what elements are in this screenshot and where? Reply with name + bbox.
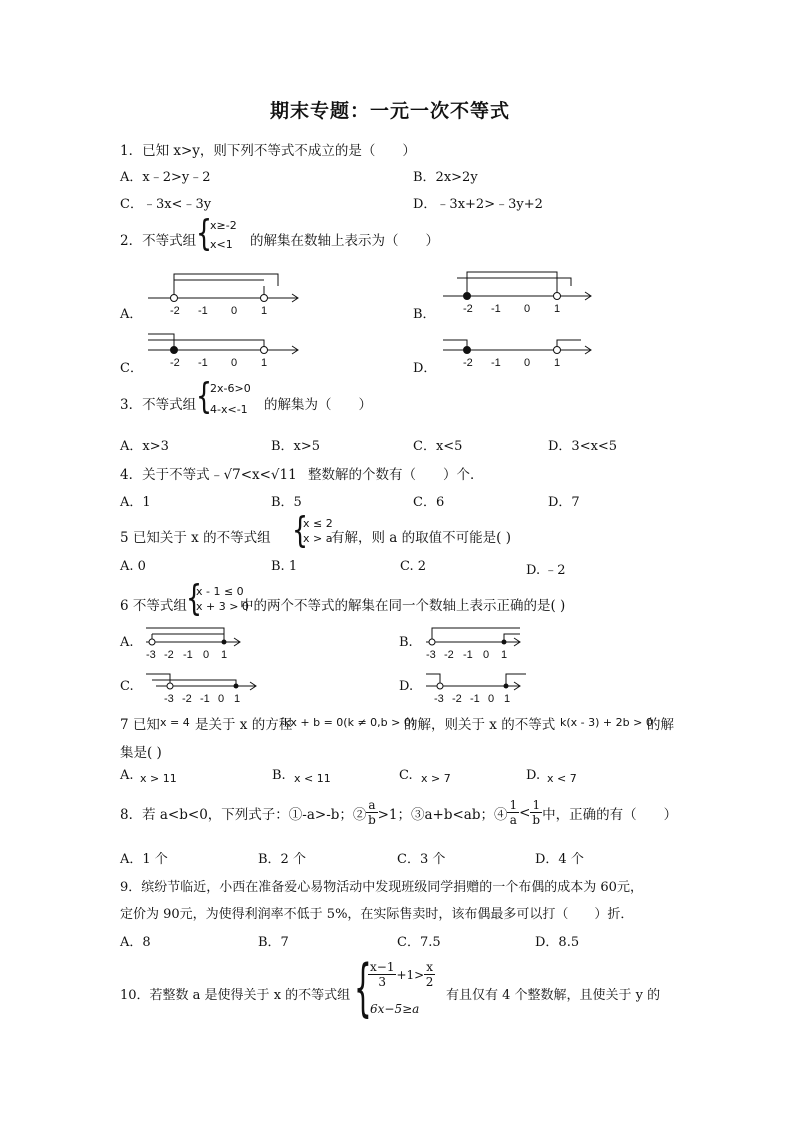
tick-label: 1 [261,305,268,317]
tick-label: 1 [234,693,241,705]
q10-frac2-num: x [426,960,433,974]
tick-label: -2 [444,649,454,661]
q10-frac1-num: x−1 [370,960,395,974]
q2-numberline-a [140,268,310,318]
q8-frac2-num: 1 [509,798,518,812]
q9-option-b: B．7 [258,935,289,950]
q2-brace: { [196,213,213,254]
q6-numberline-b [422,622,532,662]
tick-label: -1 [463,649,473,661]
tick-label: 0 [231,357,238,369]
q7-line1-a: 7 已知 [120,717,160,733]
tick-label: 0 [231,305,238,317]
tick-label: -1 [470,693,480,705]
q4-option-c: C．6 [413,495,445,510]
tick-label: 0 [524,303,531,315]
q1-option-b: B．2x>2y [413,170,478,185]
tick-label: -2 [452,693,462,705]
q2-system-line-2: x<1 [210,238,233,251]
q10-frac2-den: 2 [425,975,434,989]
tick-label: -3 [434,693,444,705]
q6-label-d: D. [399,679,414,694]
tick-label: -2 [170,357,180,369]
q2-numberline-d [435,328,605,368]
q4-option-d: D．7 [548,495,580,510]
q10-frac1 [368,960,396,989]
tick-label: 0 [483,649,490,661]
q6-label-c: C. [120,679,134,694]
q7-equation-2: kx + b = 0(k ≠ 0,b > 0) [284,716,416,729]
q3-brace: { [196,376,213,417]
q10-system-line-2: 6x−5≥a [370,1002,420,1016]
q6-brace: { [186,578,203,619]
q3-system-line-1: 2x-6>0 [210,382,251,395]
q8-fraction-1-over-a [507,798,519,827]
q7-equation-1: x = 4 [160,716,190,729]
q9-line2: 定价为 90元，为使得利润率不低于 5%，在实际售卖时，该布偶最多可以打（ ）折． [120,907,634,922]
q6-label-a: A. [120,635,134,650]
q8-frac2-den: a [509,813,517,827]
q5-option-c: C. 2 [400,559,427,574]
q8-suffix: 中，正确的有（ ） [542,806,678,823]
tick-label: -1 [183,649,193,661]
q2-label-c: C． [120,361,143,376]
tick-label: 1 [504,693,511,705]
q9-option-d: D．8.5 [535,935,580,950]
tick-label: -2 [164,649,174,661]
q9-line1: 9．缤纷节临近，小西在准备爱心易物活动中发现班级同学捐赠的一个布偶的成本为 60元， [120,880,643,895]
tick-label: 0 [218,693,225,705]
q3-option-c: C．x<5 [413,439,463,454]
q3-prefix: 3．不等式组 [120,397,197,413]
q7-line1-c: 的解，则关于 x 的不等式 [404,717,556,733]
q4-option-b: B．5 [271,495,302,510]
q3-suffix: 的解集为（ ） [264,397,372,413]
q6-suffix: 中的两个不等式的解集在同一个数轴上表示正确的是( ) [240,598,566,614]
tick-label: -2 [170,305,180,317]
tick-label: 1 [554,303,561,315]
page-title: 期末专题：一元一次不等式 [270,100,511,122]
q7-option-c: x > 7 [421,772,451,785]
tick-label: -3 [164,693,174,705]
tick-label: 1 [261,357,268,369]
q7-option-a-label: A. [120,768,134,783]
q4-suffix: 整数解的个数有（ ）个． [308,467,484,483]
tick-label: -2 [463,303,473,315]
q7-equation-3: k(x - 3) + 2b > 0 [560,716,653,729]
q5-option-a: A. 0 [120,559,146,574]
q8-fraction-1-over-b [530,798,542,827]
q2-numberline-b [435,266,605,316]
q5-system-line-1: x ≤ 2 [303,517,333,530]
q8-option-b: B．2 个 [258,852,306,867]
q8-fraction-a-over-b [366,798,377,827]
q2-system-line-1: x≥-2 [210,219,237,232]
tick-label: 1 [554,357,561,369]
q1-stem: 1．已知 x>y，则下列不等式不成立的是（ ） [120,143,416,159]
q10-prefix: 10．若整数 a 是使得关于 x 的不等式组 [120,988,351,1003]
q8-option-a: A．1 个 [120,852,168,867]
q8-stem [120,798,677,827]
q8-option-c: C．3 个 [397,852,446,867]
q3-option-a: A．x>3 [120,439,169,454]
tick-label: -2 [463,357,473,369]
tick-label: -2 [182,693,192,705]
q2-label-a: A． [120,307,143,322]
tick-label: 0 [488,693,495,705]
q2-suffix: 的解集在数轴上表示为（ ） [250,233,439,249]
q7-option-d: x < 7 [547,772,577,785]
q8-prefix: 8．若 a<b<0，下列式子：①-a>-b；② [120,806,367,823]
tick-label: 1 [501,649,508,661]
q6-numberline-a [142,622,252,662]
tick-label: -3 [426,649,436,661]
q7-line1-d: 的解 [647,717,674,733]
tick-label: -1 [198,357,208,369]
tick-label: 0 [203,649,210,661]
q2-label-b: B． [413,307,436,322]
q5-brace: { [292,510,309,551]
q6-system-line-1: x - 1 ≤ 0 [196,585,244,598]
q2-label-d: D． [413,361,437,376]
q6-numberline-d [422,666,532,706]
q9-option-a: A．8 [120,935,151,950]
tick-label: 1 [221,649,228,661]
q10-frac1-den: 3 [378,975,387,989]
q7-line2: 集是( ) [120,745,162,761]
q5-suffix: 有解，则 a 的取值不可能是( ) [331,530,511,546]
q1-option-d: D．﹣3x+2>﹣3y+2 [413,197,543,212]
q8-frac3-den: b [532,813,541,827]
q6-system-line-2: x + 3 > 0 [196,600,249,613]
q4-option-a: A．1 [120,495,151,510]
q10-brace: { [354,951,372,1024]
tick-label: -1 [491,357,501,369]
q10-mid: +1> [396,967,425,982]
tick-label: -3 [146,649,156,661]
q7-option-c-label: C. [399,768,413,783]
q8-option-d: D．4 个 [535,852,584,867]
q2-prefix: 2．不等式组 [120,233,197,249]
q6-prefix: 6 不等式组 [120,598,187,614]
q5-prefix: 5 已知关于 x 的不等式组 [120,530,271,546]
q8-mid2: < [519,804,531,821]
q8-frac1-den: b [368,813,376,827]
tick-label: 0 [524,357,531,369]
q5-option-d: D. ﹣2 [526,563,566,578]
q10-system-line-1 [368,960,435,989]
q4-prefix: 4．关于不等式 [120,467,210,483]
q10-frac2 [424,960,435,989]
q3-system-line-2: 4-x<-1 [210,403,248,416]
q1-option-c: C．﹣3x<﹣3y [120,197,212,212]
q8-mid1: >1；③a+b<ab；④ [377,806,508,823]
q7-line1-b: 是关于 x 的方程 [195,717,293,733]
q8-frac3-num: 1 [532,798,541,812]
q5-option-b: B. 1 [271,559,298,574]
q9-option-c: C．7.5 [397,935,441,950]
tick-label: -1 [198,305,208,317]
tick-label: -1 [491,303,501,315]
q10-suffix: 有且仅有 4 个整数解，且使关于 y 的 [446,988,661,1003]
q2-numberline-c [140,328,310,368]
q3-option-d: D．3<x<5 [548,439,618,454]
q4-expression: ﹣√7<x<√11 [210,467,297,483]
q1-option-a: A．x﹣2>y﹣2 [120,170,211,185]
q7-option-b: x < 11 [294,772,331,785]
q7-option-a: x > 11 [140,772,177,785]
q6-label-b: B. [399,635,413,650]
q7-option-d-label: D. [526,768,541,783]
q5-system-line-2: x > a [303,532,333,545]
q8-frac1-num: a [368,798,376,812]
q6-numberline-c [152,666,262,706]
tick-label: -1 [200,693,210,705]
q7-option-b-label: B. [272,768,286,783]
q3-option-b: B．x>5 [271,439,321,454]
